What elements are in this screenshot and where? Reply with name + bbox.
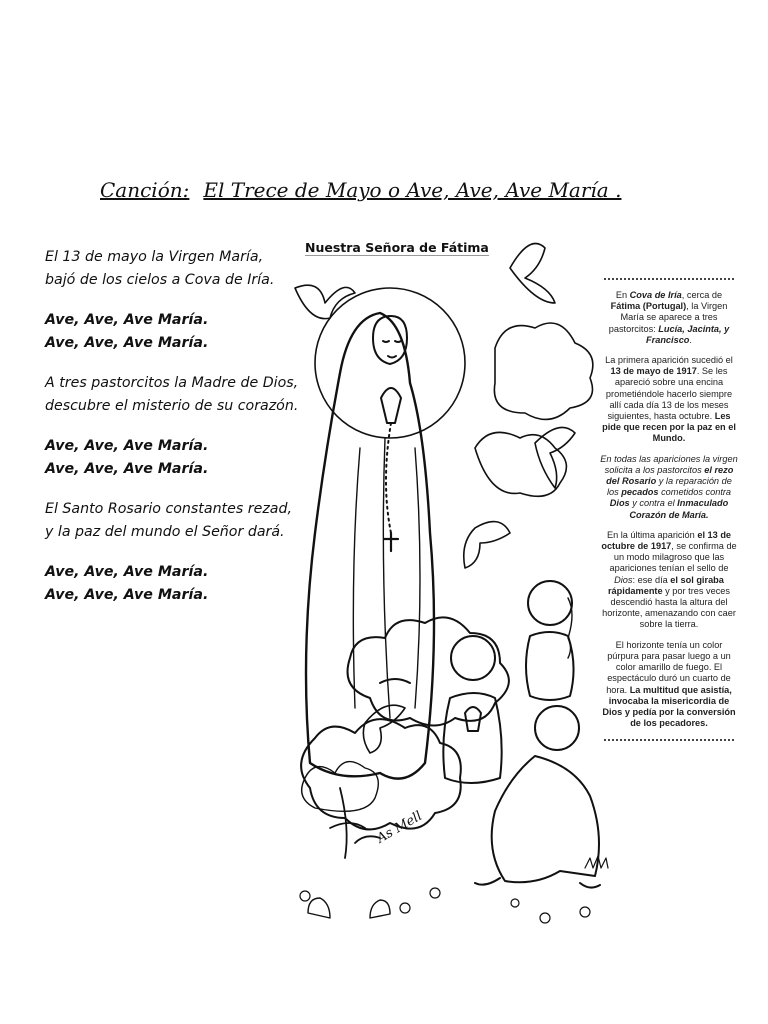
info-paragraph-5: El horizonte tenía un color púrpura para pasar luego a un color amarillo de fuego. El espectáculo duró un cuarto de hora. La multitud que asistía, invocaba la misericordia de Dios y pedía por la conversión de los pecadores. [602, 639, 736, 729]
stanza-chorus-2 [45, 435, 315, 481]
lyric-line: El 13 de mayo la Virgen María, [45, 249, 264, 265]
chorus-line: Ave, Ave, Ave María. [45, 438, 209, 454]
chorus-line: Ave, Ave, Ave María. [45, 312, 209, 328]
lyric-line: descubre el misterio de su corazón. [45, 398, 299, 414]
lyric-line: y la paz del mundo el Señor dará. [45, 524, 285, 540]
info-paragraph-2: La primera aparición sucedió el 13 de mayo de 1917. Se les apareció sobre una encina prometiéndole hacerlo siempre allí cada día 13 de los meses siguientes, hasta octubre. Les pide que recen por la paz en el Mundo. [602, 355, 736, 444]
stanza-verse-1 [45, 246, 315, 292]
chorus-line: Ave, Ave, Ave María. [45, 335, 209, 351]
dotted-divider-top [604, 278, 734, 280]
stanza-verse-2 [45, 372, 315, 418]
lyric-line: A tres pastorcitos la Madre de Dios, [45, 375, 299, 391]
chorus-line: Ave, Ave, Ave María. [45, 587, 209, 603]
stanza-chorus-1 [45, 309, 315, 355]
illustration-title: Nuestra Señora de Fátima [305, 240, 489, 255]
chorus-line: Ave, Ave, Ave María. [45, 564, 209, 580]
song-title-name: El Trece de Mayo o Ave, Ave, Ave María . [203, 178, 622, 202]
song-title-lead: Canción: [100, 178, 190, 202]
artist-signature: As Mell [374, 808, 425, 847]
stanza-verse-3 [45, 498, 315, 544]
virgin-fatima-illustration [285, 228, 610, 928]
lyrics [45, 246, 315, 624]
dotted-divider-bottom [604, 739, 734, 741]
info-paragraph-3: En todas las apariciones la virgen solicita a los pastorcitos el rezo del Rosario y la reparación de los pecados cometidos contra Dios y contra el Inmaculado Corazón de María. [600, 453, 738, 520]
info-paragraph-1: En Cova de Iría, cerca de Fátima (Portugal), la Virgen María se aparece a tres pastorcitos: Lucía, Jacinta, y Francisco. [608, 290, 730, 345]
stanza-chorus-3 [45, 561, 315, 607]
fatima-info-column [600, 278, 738, 741]
song-title [100, 178, 740, 202]
chorus-line: Ave, Ave, Ave María. [45, 461, 209, 477]
lyric-line: El Santo Rosario constantes rezad, [45, 501, 292, 517]
info-paragraph-4: En la última aparición el 13 de octubre de 1917, se confirma de un modo milagroso que las apariciones tenían el sello de Dios: ese día el sol giraba rápidamente y por tres veces descendió hasta la altura del horizonte, amenazando con caer sobre la tierra. [601, 529, 737, 630]
lyric-line: bajó de los cielos a Cova de Iría. [45, 272, 275, 288]
